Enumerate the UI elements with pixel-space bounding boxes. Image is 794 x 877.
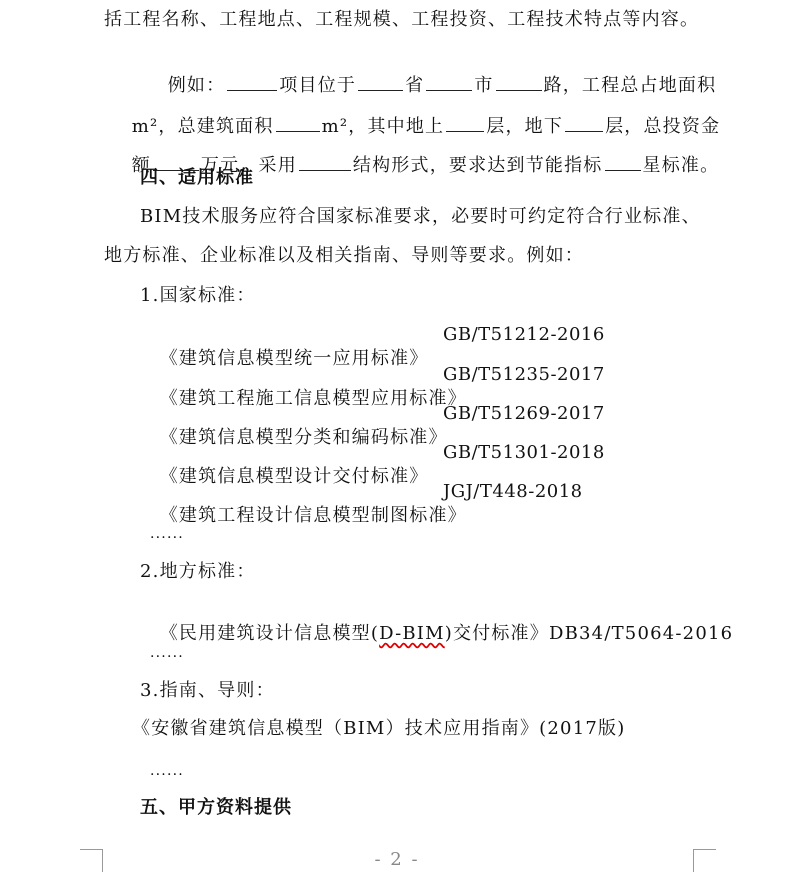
guide-item: 《安徽省建筑信息模型（BIM）技术应用指南》(2017版) bbox=[132, 718, 626, 739]
text-segment: 《民用建筑设计信息模型( bbox=[159, 623, 380, 644]
fill-blank bbox=[299, 152, 351, 171]
ellipsis: ...... bbox=[150, 526, 184, 542]
fill-blank bbox=[605, 152, 641, 171]
paragraph-line: 括工程名称、工程地点、工程规模、工程投资、工程技术特点等内容。 bbox=[104, 9, 700, 30]
standard-name: 《建筑工程施工信息模型应用标准》 bbox=[159, 388, 467, 409]
standard-code: GB/T51301-2018 bbox=[443, 442, 605, 463]
subheading-local: 2.地方标准： bbox=[140, 561, 256, 582]
ellipsis: ...... bbox=[150, 645, 184, 661]
text-segment: 省 bbox=[405, 75, 425, 96]
section-heading: 四、适用标准 bbox=[140, 167, 254, 188]
spellcheck-marked-word: D-BIM bbox=[379, 623, 445, 644]
standard-code: GB/T51235-2017 bbox=[443, 364, 605, 385]
standard-code: JGJ/T448-2018 bbox=[443, 481, 583, 502]
text-segment: 星标准。 bbox=[642, 155, 720, 176]
text-segment: 额 bbox=[131, 155, 151, 176]
standard-name: 《建筑信息模型统一应用标准》 bbox=[159, 348, 429, 369]
text-segment: )交付标准》DB34/T5064-2016 bbox=[444, 623, 734, 644]
text-segment: 项目位于 bbox=[279, 75, 357, 96]
standard-name: 《建筑信息模型分类和编码标准》 bbox=[159, 427, 448, 448]
paragraph-line: 地方标准、企业标准以及相关指南、导则等要求。例如： bbox=[104, 245, 584, 266]
subheading-national: 1.国家标准： bbox=[140, 285, 256, 306]
text-segment: 例如： bbox=[167, 75, 226, 96]
standard-name: 《建筑信息模型设计交付标准》 bbox=[159, 466, 429, 487]
text-segment: 路，工程总占地面积 bbox=[543, 75, 717, 96]
text-segment: 层，地下 bbox=[486, 116, 564, 137]
text-segment: m²，总建筑面积 bbox=[131, 116, 274, 137]
section-heading: 五、甲方资料提供 bbox=[140, 797, 292, 818]
standard-code: GB/T51212-2016 bbox=[443, 324, 605, 345]
standard-code: GB/T51269-2017 bbox=[443, 403, 605, 424]
text-segment: 层，总投资金 bbox=[605, 116, 721, 137]
paragraph-line: BIM技术服务应符合国家标准要求，必要时可约定符合行业标准、 bbox=[140, 206, 701, 227]
subheading-guide: 3.指南、导则： bbox=[140, 680, 275, 701]
standard-name: 《建筑工程设计信息模型制图标准》 bbox=[159, 505, 467, 526]
page-number: - 2 - bbox=[374, 849, 420, 870]
ellipsis: ...... bbox=[150, 763, 184, 779]
example-line-3 bbox=[104, 128, 719, 202]
standard-item bbox=[132, 598, 733, 670]
text-segment: 结构形式，要求达到节能指标 bbox=[352, 155, 603, 176]
text-segment: 万元，采用 bbox=[200, 155, 297, 176]
text-segment: m²，其中地上 bbox=[321, 116, 445, 137]
text-segment: 市 bbox=[474, 75, 494, 96]
